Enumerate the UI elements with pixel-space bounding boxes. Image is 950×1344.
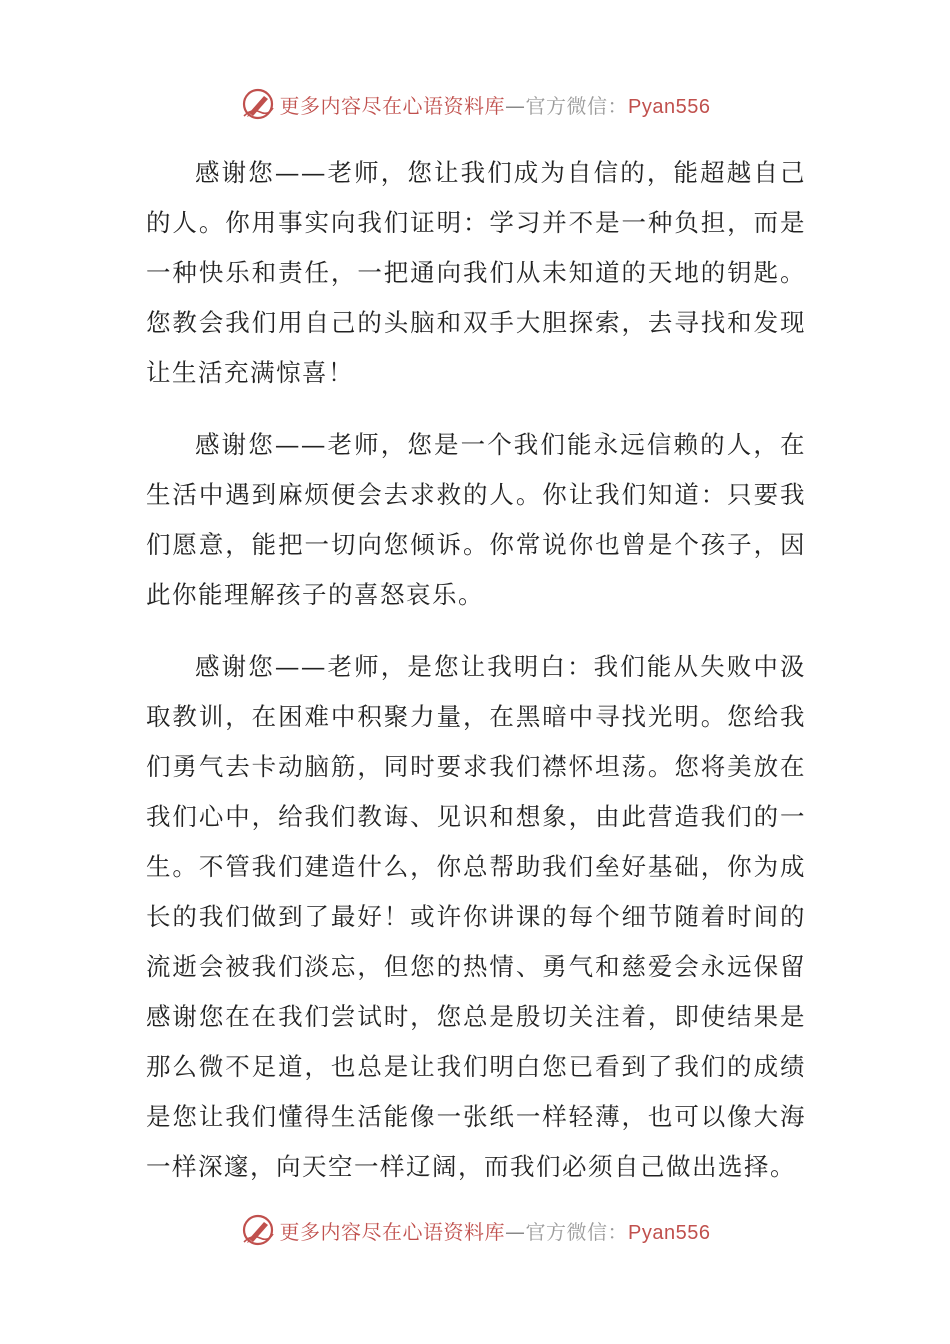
document-body <box>146 148 806 1192</box>
watermark-main: 更多内容尽在心语资料库 <box>279 1219 506 1244</box>
watermark-sub: 官方微信： <box>525 1219 629 1244</box>
paragraph-1: 感谢您——老师，您让我们成为自信的，能超越自己的人。你用事实向我们证明：学习并不是一种负担，而是一种快乐和责任，一把通向我们从未知道的天地的钥匙。您教会我们用自己的头脑和双手大胆探索，去寻找和发现让生活充满惊喜！ <box>146 158 806 387</box>
watermark-sub: 官方微信： <box>525 93 629 118</box>
watermark-id: Pyan556 <box>628 1221 711 1244</box>
watermark-dash: — <box>505 1219 526 1244</box>
header-watermark <box>0 84 950 124</box>
pen-logo-icon <box>240 86 276 122</box>
watermark-id: Pyan556 <box>628 95 711 118</box>
paragraph-2: 感谢您——老师，您是一个我们能永远信赖的人，在生活中遇到麻烦便会去求救的人。你让我们知道：只要我们愿意，能把一切向您倾诉。你常说你也曾是个孩子，因此你能理解孩子的喜怒哀乐。 <box>146 430 806 609</box>
paragraph-3: 感谢您——老师，是您让我明白：我们能从失败中汲取教训，在困难中积聚力量，在黑暗中寻找光明。您给我们勇气去卡动脑筋，同时要求我们襟怀坦荡。您将美放在我们心中，给我们教诲、见识和想象，由此营造我们的一生。不管我们建造什么，你总帮助我们垒好基础，你为成长的我们做到了最好！或许你讲课的每个细节随着时间的流逝会被我们淡忘，但您的热情、勇气和慈爱会永远保留感谢您在在我们尝试时，您总是殷切关注着，即使结果是那么微不足道，也总是让我们明白您已看到了我们的成绩是您让我们懂得生活能像一张纸一样轻薄，也可以像大海一样深邃，向天空一样辽阔，而我们必须自己做出选择。 <box>146 652 806 1181</box>
watermark-text <box>280 1216 711 1245</box>
pen-logo-icon <box>240 1212 276 1248</box>
footer-watermark <box>0 1210 950 1250</box>
watermark-text <box>280 90 711 119</box>
watermark-main: 更多内容尽在心语资料库 <box>279 93 506 118</box>
watermark-dash: — <box>505 93 526 118</box>
